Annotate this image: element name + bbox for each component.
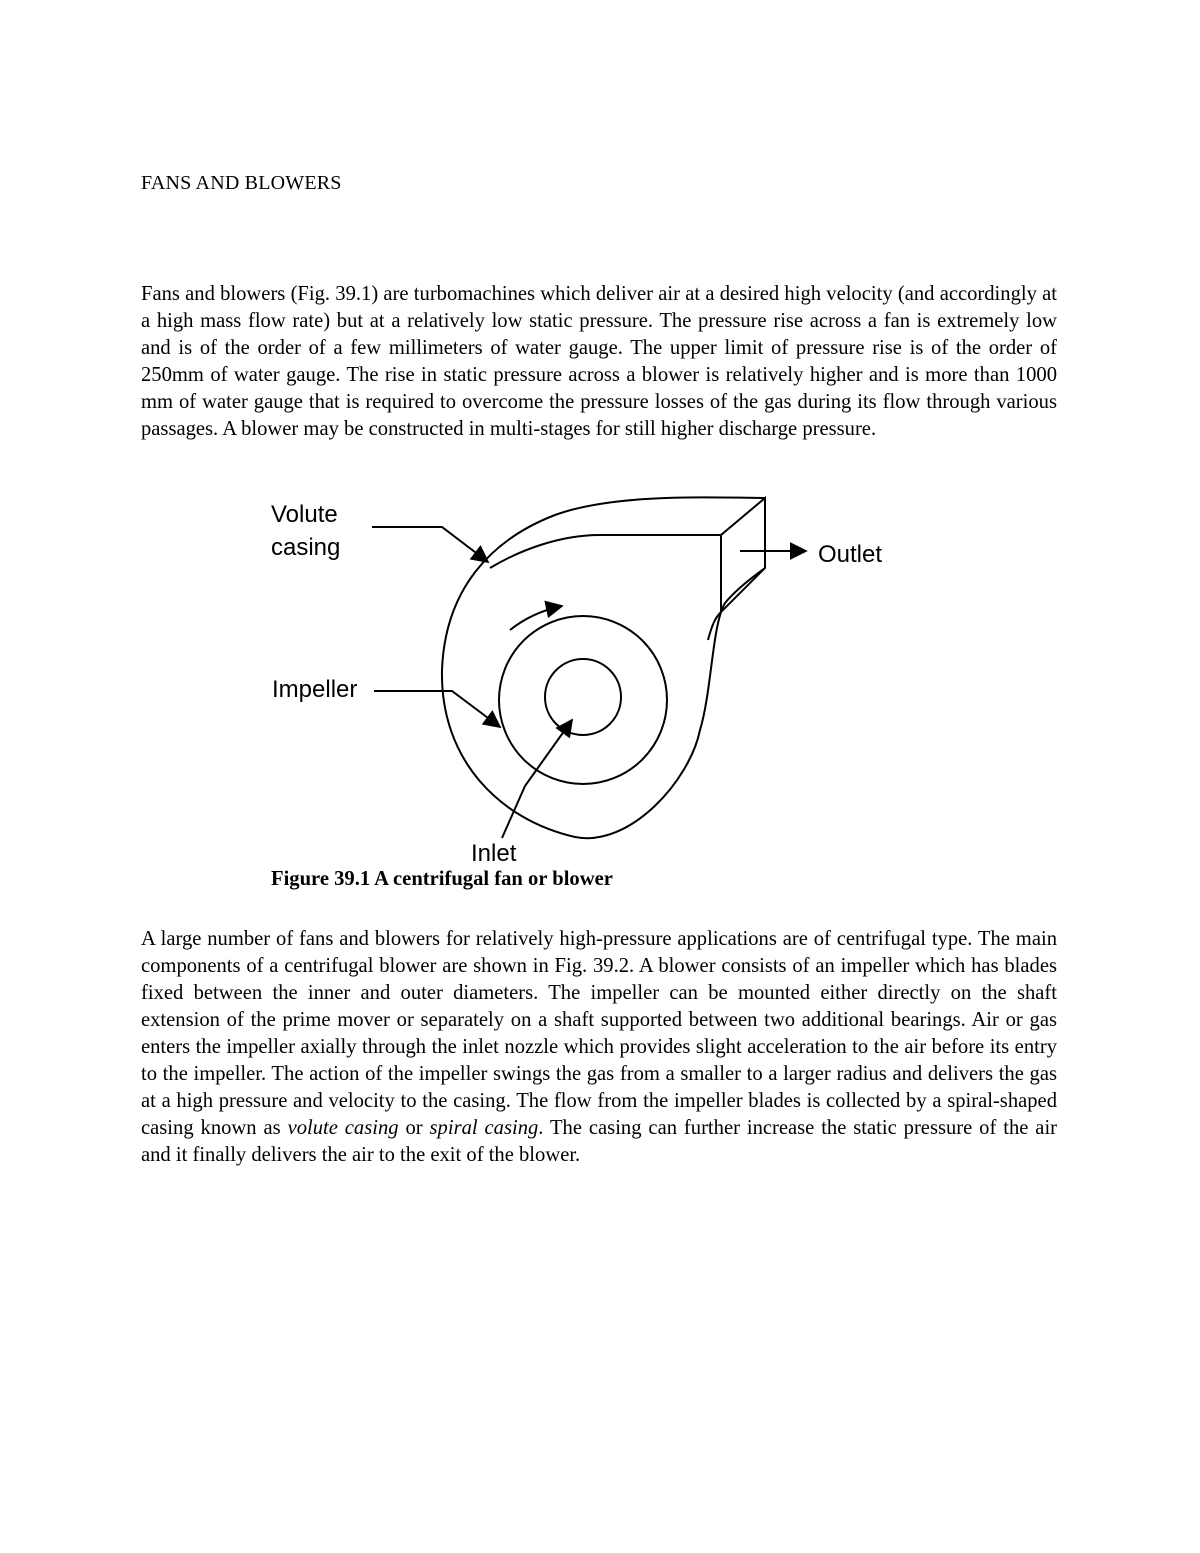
section-heading: FANS AND BLOWERS — [141, 172, 342, 194]
inlet-eye-ring — [545, 659, 621, 735]
body-paragraph — [141, 926, 1057, 1169]
body-text-part-1: A large number of fans and blowers for relatively high-pressure applications are of centrifugal type. The main components of a centrifugal blower are shown in Fig. 39.2. A blower consists of an impeller which has blades fixed between the inner and outer diameters. The impeller can be mounted either directly on the shaft extension of the prime mover or separately on a shaft supported between two additional bearings. Air or gas enters the impeller axially through the inlet nozzle which provides slight acceleration to the air before its entry to the impeller. The action of the impeller swings the gas from a smaller to a larger radius and delivers the gas at a high pressure and velocity to the casing. The flow from the impeller blades is collected by a spiral-shaped casing known as — [141, 928, 1057, 1139]
inlet-leader — [502, 720, 572, 838]
volute-outer-outline — [442, 497, 765, 838]
outlet-duct-vertical-edge — [708, 535, 721, 640]
volute-casing-term: volute casing — [287, 1117, 399, 1139]
outlet-label: Outlet — [818, 541, 883, 568]
rotation-arrow — [510, 606, 562, 630]
figure-caption: Figure 39.1 A centrifugal fan or blower — [271, 868, 613, 890]
spiral-casing-term: spiral casing — [429, 1117, 539, 1139]
impeller-outer-ring — [499, 616, 667, 784]
outlet-duct-front — [721, 498, 765, 612]
inlet-label: Inlet — [471, 840, 517, 867]
volute-label-line1: Volute — [271, 501, 338, 528]
intro-paragraph: Fans and blowers (Fig. 39.1) are turbomachines which deliver air at a desired high velocity (and accordingly at a high mass flow rate) but at a relatively low static pressure. The pressure rise across a fan is extremely low and is of the order of a few millimeters of water gauge. The upper limit of pressure rise is of the order of 250mm of water gauge. The rise in static pressure across a blower is relatively higher and is more than 1000 mm of water gauge that is required to overcome the pressure losses of the gas during its flow through various passages. A blower may be constructed in multi-stages for still higher discharge pressure. — [141, 283, 1057, 440]
impeller-label: Impeller — [272, 676, 358, 703]
impeller-leader — [374, 691, 500, 727]
body-text-part-3: . The casing can further increase the static pressure of the air and it finally delivers the air to the exit of the blower. — [141, 1117, 1058, 1166]
volute-inner-edge — [490, 535, 721, 568]
volute-leader — [372, 527, 488, 562]
body-text-part-2: or — [398, 1117, 430, 1139]
volute-label-line2: casing — [271, 534, 341, 561]
